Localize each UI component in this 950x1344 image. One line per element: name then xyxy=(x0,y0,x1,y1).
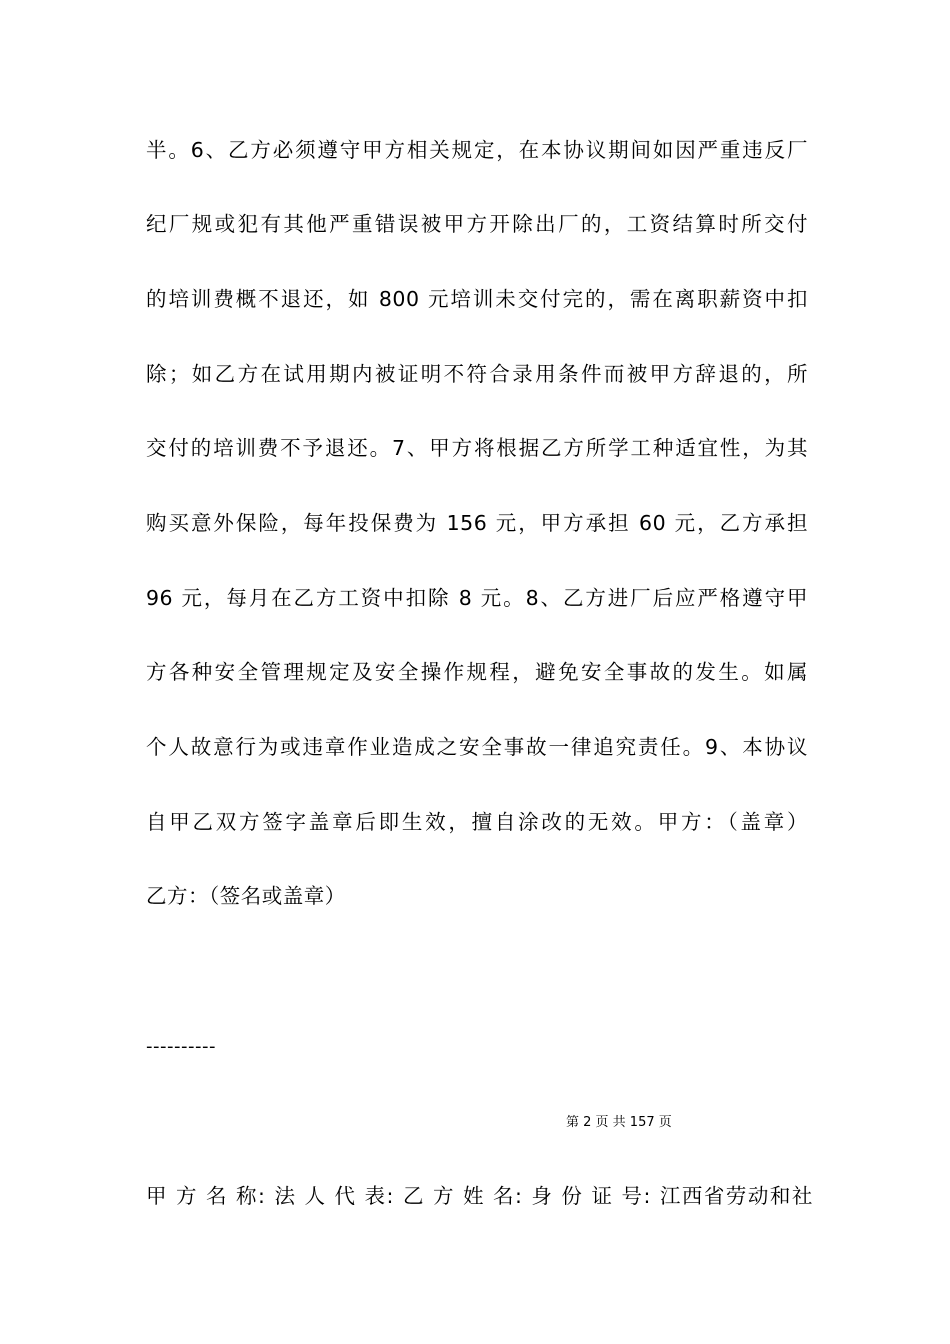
body-text-line-1: 半。6、乙方必须遵守甲方相关规定，在本协议期间如因严重违反厂 xyxy=(146,138,808,162)
separator-line: ---------- xyxy=(146,1036,216,1057)
body-text-line-4: 除；如乙方在试用期内被证明不符合录用条件而被甲方辞退的，所 xyxy=(146,362,808,386)
body-text-line-8: 方各种安全管理规定及安全操作规程，避免安全事故的发生。如属 xyxy=(146,660,808,684)
body-text-line-3: 的培训费概不退还，如 800 元培训未交付完的，需在离职薪资中扣 xyxy=(146,287,808,311)
next-section-line: 甲 方 名 称: 法 人 代 表: 乙 方 姓 名: 身 份 证 号: 江西省劳动和社 xyxy=(146,1184,814,1208)
body-text-line-5: 交付的培训费不予退还。7、甲方将根据乙方所学工种适宜性，为其 xyxy=(146,436,808,460)
page-number: 第 2 页 共 157 页 xyxy=(566,1115,672,1130)
body-text-line-11: 乙方：（签名或盖章） xyxy=(146,884,346,908)
body-text-line-7: 96 元，每月在乙方工资中扣除 8 元。8、乙方进厂后应严格遵守甲 xyxy=(146,586,808,610)
body-text-line-10: 自甲乙双方签字盖章后即生效，擅自涂改的无效。甲方：（盖章） xyxy=(146,810,808,834)
body-text-line-6: 购买意外保险，每年投保费为 156 元，甲方承担 60 元，乙方承担 xyxy=(146,511,808,535)
body-text-line-2: 纪厂规或犯有其他严重错误被甲方开除出厂的，工资结算时所交付 xyxy=(146,212,808,236)
body-text-line-9: 个人故意行为或违章作业造成之安全事故一律追究责任。9、本协议 xyxy=(146,735,808,759)
